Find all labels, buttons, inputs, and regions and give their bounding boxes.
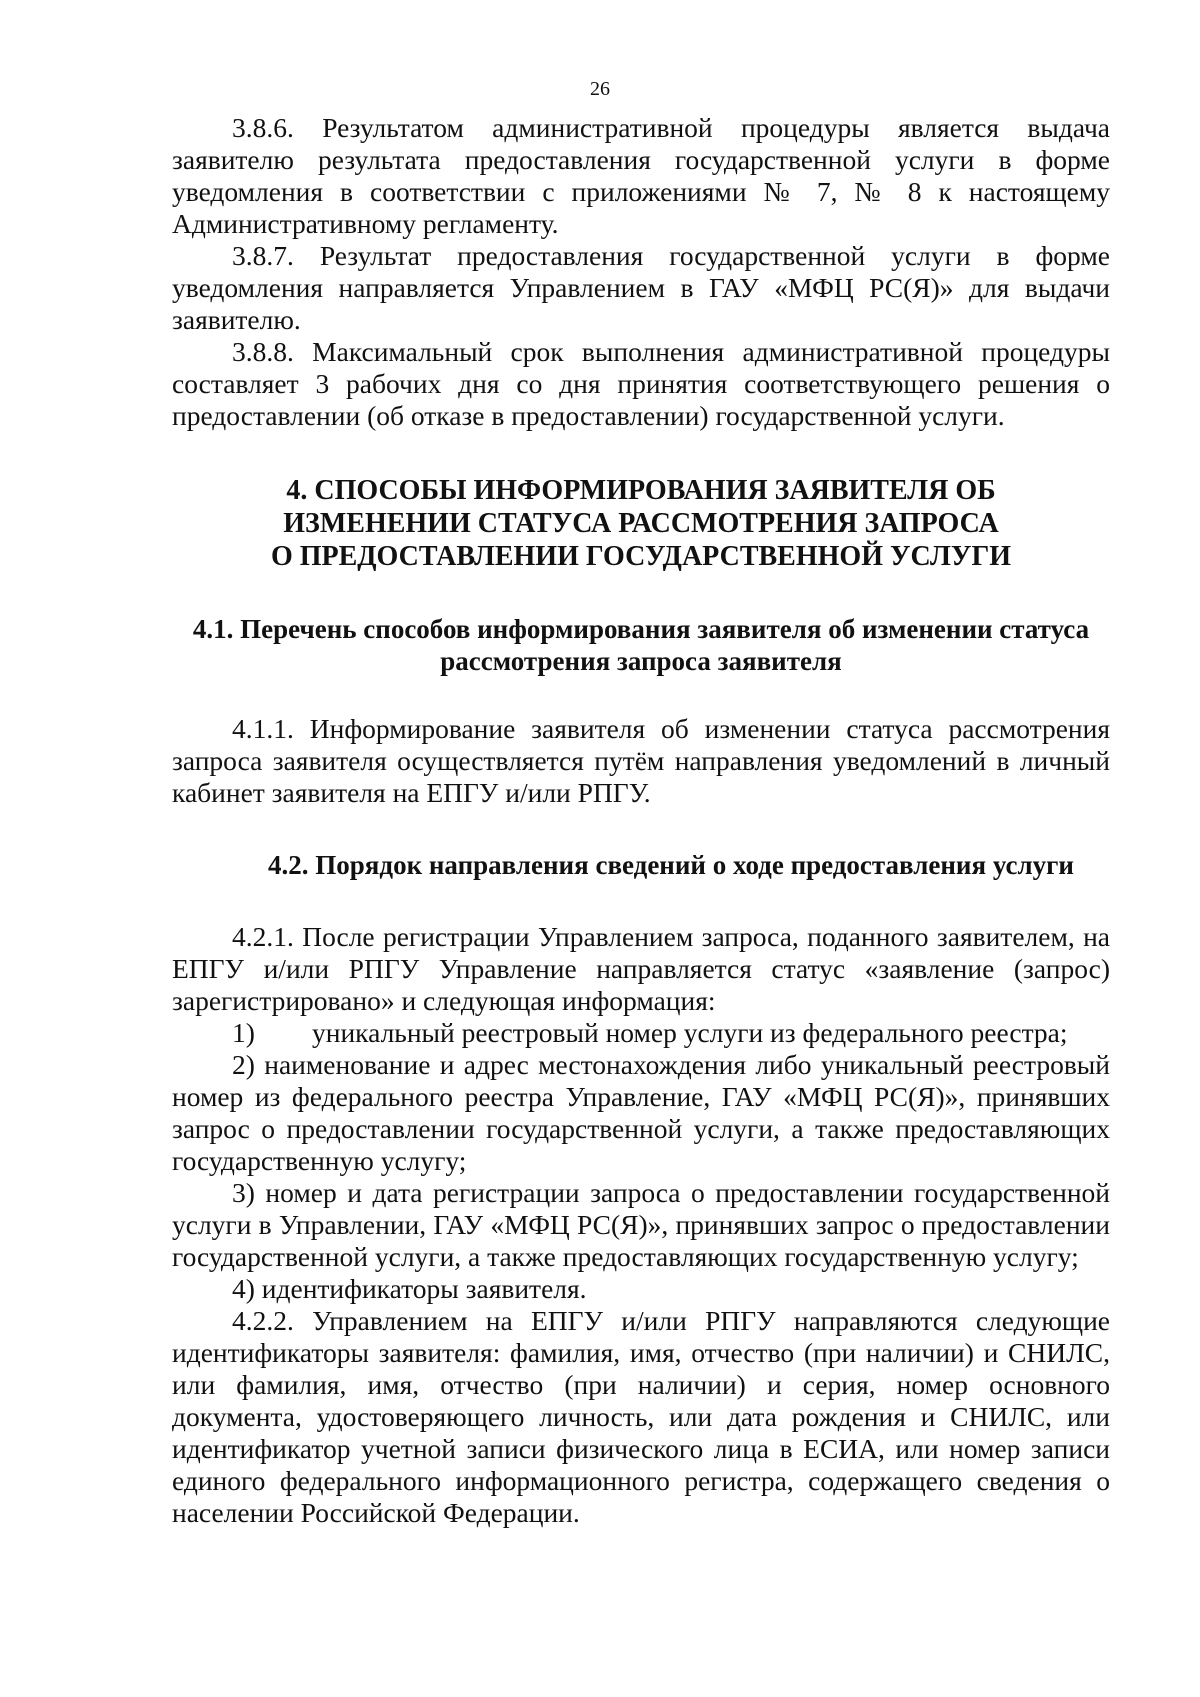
subsection-4-1-heading-line: рассмотрения запроса заявителя	[440, 646, 842, 676]
subsection-4-2-heading: 4.2. Порядок направления сведений о ходе предоставления услуги	[268, 850, 1074, 880]
section-4-heading-line: ИЗМЕНЕНИИ СТАТУСА РАССМОТРЕНИЯ ЗАПРОСА	[283, 508, 999, 539]
paragraph-4-2-1: 4.2.1. После регистрации Управлением запроса, поданного заявителем, на ЕПГУ и/или РПГУ Управление направляется статус «заявление (запрос) зарегистрировано» и следующая информация:	[172, 921, 1110, 1016]
list-item-number: 1)	[232, 1017, 255, 1048]
list-item-text: уникальный реестровый номер услуги из федерального реестра;	[312, 1017, 1068, 1048]
list-item-2: 2) наименование и адрес местонахождения либо уникальный реестровый номер из федерального реестра Управление, ГАУ «МФЦ РС(Я)», принявших запрос о предоставлении государственной услуги, а также предоставляющих государственную услугу;	[172, 1049, 1110, 1176]
paragraph-3-8-6: 3.8.6. Результатом административной процедуры является выдача заявителю результата предоставления государственной услуги в форме уведомления в соответствии с приложениями № 7, № 8 к настоящему Административному регламенту.	[172, 112, 1110, 239]
paragraph-4-2-2: 4.2.2. Управлением на ЕПГУ и/или РПГУ направляются следующие идентификаторы заявителя: фамилия, имя, отчество (при наличии) и СНИЛС, или фамилия, имя, отчество (при наличии) и серия, номер основного документа, удостоверяющего личность, или дата рождения и СНИЛС, или идентификатор учетной записи физического лица в ЕСИА, или номер записи единого федерального информационного регистра, содержащего сведения о населении Российской Федерации.	[172, 1305, 1110, 1528]
subsection-4-1-heading-line: 4.1. Перечень способов информирования заявителя об изменении статуса	[192, 614, 1090, 644]
paragraph-3-8-7: 3.8.7. Результат предоставления государственной услуги в форме уведомления направляется Управлением в ГАУ «МФЦ РС(Я)» для выдачи заявителю.	[172, 240, 1110, 335]
list-item-4: 4) идентификаторы заявителя.	[232, 1273, 587, 1304]
subsection-4-1-heading	[172, 613, 1110, 677]
list-item-3: 3) номер и дата регистрации запроса о предоставлении государственной услуги в Управлении, ГАУ «МФЦ РС(Я)», принявших запрос о предоставлении государственной услуги, а также предоставляющих государственную услугу;	[172, 1177, 1110, 1272]
section-4-heading-line: О ПРЕДОСТАВЛЕНИИ ГОСУДАРСТВЕННОЙ УСЛУГИ	[270, 541, 1012, 572]
list-item-1	[172, 1017, 1110, 1049]
section-4-heading-line: 4. СПОСОБЫ ИНФОРМИРОВАНИЯ ЗАЯВИТЕЛЯ ОБ	[286, 475, 996, 506]
page-number: 26	[590, 78, 610, 100]
section-4-heading	[172, 474, 1110, 573]
paragraph-4-1-1: 4.1.1. Информирование заявителя об изменении статуса рассмотрения запроса заявителя осуществляется путём направления уведомлений в личный кабинет заявителя на ЕПГУ и/или РПГУ.	[172, 713, 1110, 808]
document-body	[172, 112, 1110, 1529]
paragraph-3-8-8: 3.8.8. Максимальный срок выполнения административной процедуры составляет 3 рабочих дня со дня принятия соответствующего решения о предоставлении (об отказе в предоставлении) государственной услуги.	[172, 336, 1110, 431]
